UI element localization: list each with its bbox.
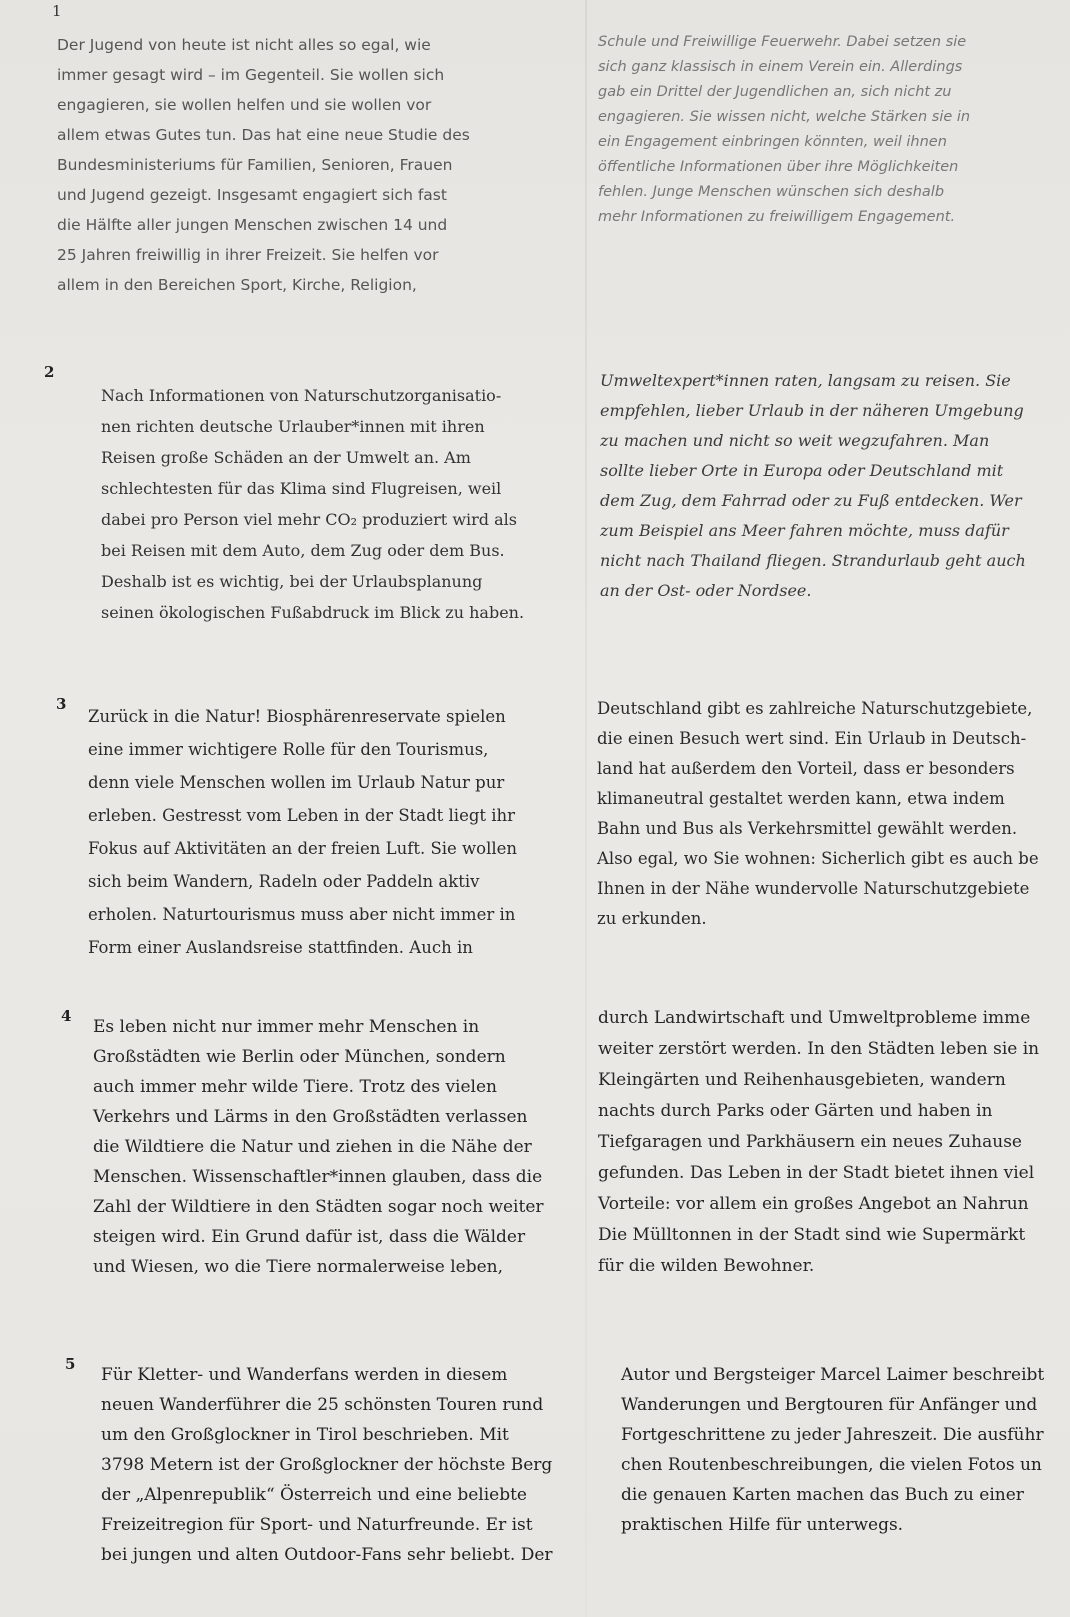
text-line: zu erkunden. <box>597 909 707 928</box>
text-line: Fokus auf Aktivitäten an der freien Luft. Sie wollen <box>88 839 518 858</box>
text-line: 3798 Metern ist der Großglockner der höchste Berg <box>101 1455 553 1475</box>
section-number: 3 <box>56 695 67 713</box>
text-line: Umweltexpert*innen raten, langsam zu reisen. Sie <box>600 371 1011 390</box>
text-line: sich beim Wandern, Radeln oder Paddeln aktiv <box>88 872 480 891</box>
text-line: bei jungen und alten Outdoor-Fans sehr beliebt. Der <box>101 1545 553 1565</box>
text-line: fehlen. Junge Menschen wünschen sich deshalb <box>598 184 945 200</box>
text-line: Der Jugend von heute ist nicht alles so egal, wie <box>57 36 431 54</box>
section-4-right-column <box>598 1003 1070 1282</box>
text-line: Form einer Auslandsreise stattfinden. Auch in <box>88 938 473 957</box>
text-line: die einen Besuch wert sind. Ein Urlaub in Deutsch- <box>597 729 1027 748</box>
text-line: Also egal, wo Sie wohnen: Sicherlich gibt es auch be <box>597 849 1039 868</box>
text-line: die Wildtiere die Natur und ziehen in die Nähe der <box>93 1137 532 1157</box>
text-line: durch Landwirtschaft und Umweltprobleme imme <box>598 1008 1031 1028</box>
text-line: Menschen. Wissenschaftler*innen glauben, dass die <box>93 1167 543 1187</box>
text-line: Es leben nicht nur immer mehr Menschen in <box>93 1017 480 1037</box>
text-line: Verkehrs und Lärms in den Großstädten verlassen <box>93 1107 528 1127</box>
section-3-right-column <box>597 694 1067 934</box>
text-line: eine immer wichtigere Rolle für den Tourismus, <box>88 740 489 759</box>
text-line: Großstädten wie Berlin oder München, sondern <box>93 1047 506 1067</box>
text-line: nen richten deutsche Urlauber*innen mit ihren <box>101 417 485 436</box>
text-line: chen Routenbeschreibungen, die vielen Fotos un <box>621 1455 1042 1475</box>
text-line: gefunden. Das Leben in der Stadt bietet ihnen viel <box>598 1163 1035 1183</box>
text-line: dem Zug, dem Fahrrad oder zu Fuß entdecken. Wer <box>600 491 1022 510</box>
text-line: erleben. Gestresst vom Leben in der Stadt liegt ihr <box>88 806 516 825</box>
text-line: die Hälfte aller jungen Menschen zwischen 14 und <box>57 216 448 234</box>
text-line: praktischen Hilfe für unterwegs. <box>621 1515 904 1535</box>
text-line: seinen ökologischen Fußabdruck im Blick zu haben. <box>101 603 525 622</box>
text-line: öffentliche Informationen über ihre Möglichkeiten <box>598 159 959 175</box>
text-line: der „Alpenrepublik“ Österreich und eine beliebte <box>101 1485 527 1505</box>
text-line: an der Ost- oder Nordsee. <box>600 581 812 600</box>
text-line: Wanderungen und Bergtouren für Anfänger und <box>621 1395 1038 1415</box>
text-line: sollte lieber Orte in Europa oder Deutschland mit <box>600 461 1004 480</box>
text-line: denn viele Menschen wollen im Urlaub Natur pur <box>88 773 505 792</box>
text-line: Deutschland gibt es zahlreiche Naturschutzgebiete, <box>597 699 1033 718</box>
section-2-right-column <box>600 366 1065 606</box>
text-line: dabei pro Person viel mehr CO₂ produziert wird als <box>101 510 517 529</box>
text-line: mehr Informationen zu freiwilligem Engagement. <box>598 209 956 225</box>
section-5-left-column <box>101 1360 589 1570</box>
text-line: Die Mülltonnen in der Stadt sind wie Supermärkt <box>598 1225 1026 1245</box>
section-3-left-column <box>88 700 588 964</box>
text-line: immer gesagt wird – im Gegenteil. Sie wollen sich <box>57 66 445 84</box>
text-line: auch immer mehr wilde Tiere. Trotz des vielen <box>93 1077 497 1097</box>
text-line: Für Kletter- und Wanderfans werden in diesem <box>101 1365 508 1385</box>
text-line: engagieren, sie wollen helfen und sie wollen vor <box>57 96 432 114</box>
text-line: empfehlen, lieber Urlaub in der näheren Umgebung <box>600 401 1024 420</box>
section-5-right-column <box>621 1360 1070 1540</box>
text-line: Vorteile: vor allem ein großes Angebot an Nahrun <box>598 1194 1029 1214</box>
text-line: bei Reisen mit dem Auto, dem Zug oder dem Bus. <box>101 541 505 560</box>
text-line: neuen Wanderführer die 25 schönsten Touren rund <box>101 1395 544 1415</box>
text-line: Bundesministeriums für Familien, Senioren, Frauen <box>57 156 453 174</box>
text-line: Fortgeschrittene zu jeder Jahreszeit. Die ausführ <box>621 1425 1044 1445</box>
text-line: erholen. Naturtourismus muss aber nicht immer in <box>88 905 516 924</box>
text-line: Freizeitregion für Sport- und Naturfreunde. Er ist <box>101 1515 533 1535</box>
section-number: 5 <box>65 1355 76 1373</box>
text-line: Nach Informationen von Naturschutzorganisatio- <box>101 386 502 405</box>
text-line: Zurück in die Natur! Biosphärenreservate spielen <box>88 707 506 726</box>
text-line: nachts durch Parks oder Gärten und haben in <box>598 1101 993 1121</box>
text-line: engagieren. Sie wissen nicht, welche Stärken sie in <box>598 109 971 125</box>
text-line: schlechtesten für das Klima sind Flugreisen, weil <box>101 479 502 498</box>
text-line: land hat außerdem den Vorteil, dass er besonders <box>597 759 1015 778</box>
text-line: allem etwas Gutes tun. Das hat eine neue Studie des <box>57 126 470 144</box>
text-line: Kleingärten und Reihenhausgebieten, wandern <box>598 1070 1006 1090</box>
text-line: die genauen Karten machen das Buch zu einer <box>621 1485 1024 1505</box>
text-line: Schule und Freiwillige Feuerwehr. Dabei setzen sie <box>598 34 967 50</box>
section-number: 2 <box>44 363 55 381</box>
page-marker: 1 <box>52 2 62 20</box>
text-line: zu machen und nicht so weit wegzufahren. Man <box>600 431 990 450</box>
text-line: für die wilden Bewohner. <box>598 1256 815 1276</box>
section-number: 4 <box>61 1007 72 1025</box>
section-1-right-column <box>598 30 1063 230</box>
text-line: Deshalb ist es wichtig, bei der Urlaubsplanung <box>101 572 483 591</box>
text-line: nicht nach Thailand fliegen. Strandurlaub geht auch <box>600 551 1026 570</box>
section-1-left-column <box>57 30 577 300</box>
text-line: gab ein Drittel der Jugendlichen an, sich nicht zu <box>598 84 952 100</box>
text-line: zum Beispiel ans Meer fahren möchte, muss dafür <box>600 521 1009 540</box>
text-line: Tiefgaragen und Parkhäusern ein neues Zuhause <box>598 1132 1022 1152</box>
section-2-left-column <box>101 380 591 628</box>
text-line: steigen wird. Ein Grund dafür ist, dass die Wälder <box>93 1227 526 1247</box>
text-line: Reisen große Schäden an der Umwelt an. Am <box>101 448 471 467</box>
text-line: Bahn und Bus als Verkehrsmittel gewählt werden. <box>597 819 1018 838</box>
text-line: um den Großglockner in Tirol beschrieben. Mit <box>101 1425 509 1445</box>
text-line: Autor und Bergsteiger Marcel Laimer beschreibt <box>621 1365 1045 1385</box>
text-line: und Jugend gezeigt. Insgesamt engagiert sich fast <box>57 186 447 204</box>
text-line: weiter zerstört werden. In den Städten leben sie in <box>598 1039 1040 1059</box>
text-line: Zahl der Wildtiere in den Städten sogar noch weiter <box>93 1197 544 1217</box>
text-line: klimaneutral gestaltet werden kann, etwa indem <box>597 789 1005 808</box>
text-line: und Wiesen, wo die Tiere normalerweise leben, <box>93 1257 504 1277</box>
section-4-left-column <box>93 1012 588 1282</box>
text-line: sich ganz klassisch in einem Verein ein. Allerdings <box>598 59 963 75</box>
text-line: 25 Jahren freiwillig in ihrer Freizeit. Sie helfen vor <box>57 246 439 264</box>
text-line: Ihnen in der Nähe wundervolle Naturschutzgebiete <box>597 879 1030 898</box>
text-line: allem in den Bereichen Sport, Kirche, Religion, <box>57 276 417 294</box>
text-line: ein Engagement einbringen könnten, weil ihnen <box>598 134 947 150</box>
